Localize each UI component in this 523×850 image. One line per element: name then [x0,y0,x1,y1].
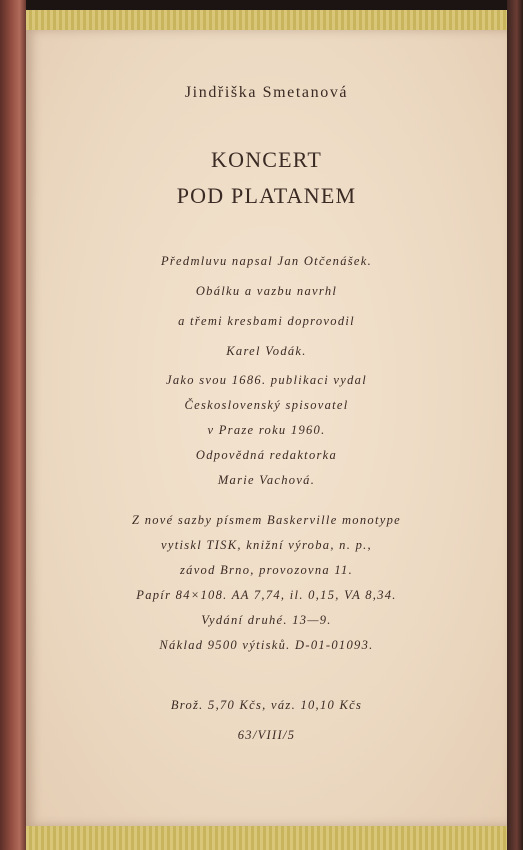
printing-line: Z nové sazby písmem Baskerville monotype [132,513,401,527]
headband-top [26,10,507,31]
headband-bottom [26,825,507,850]
credits-line: Obálku a vazbu navrhl [195,284,338,298]
printing-line: Papír 84×108. AA 7,74, il. 0,15, VA 8,34. [136,588,397,602]
publication-line: Jako svou 1686. publikaci vydal [165,373,368,387]
publication-line: v Praze roku 1960. [207,423,326,437]
author-name: Jindřiška Smetanová [184,84,349,101]
title-page [26,30,507,826]
printing-line: Náklad 9500 výtisků. D-01-01093. [159,638,374,652]
top-dark-band [26,0,507,10]
printing-line: Vydání druhé. 13—9. [201,613,332,627]
publication-line: Marie Vachová. [217,473,316,487]
title-line: KONCERT [211,147,322,172]
book-cover-right-edge [507,0,523,850]
publication-block [26,368,507,493]
credits-line: Karel Vodák. [226,344,307,358]
credits-line: a třemi kresbami doprovodil [178,314,355,328]
credits-line: Předmluvu napsal Jan Otčenášek. [160,254,373,268]
book-cover-left-edge [0,0,26,850]
credits-block [26,246,507,366]
book-title [26,142,507,214]
price-line: Brož. 5,70 Kčs, váz. 10,10 Kčs [170,698,363,712]
catalog-number: 63/VIII/5 [237,728,296,742]
printing-block [26,508,507,658]
title-line: POD PLATANEM [176,183,357,208]
publication-line: Československý spisovatel [184,398,349,412]
printing-line: závod Brno, provozovna 11. [179,563,354,577]
printing-line: vytiskl TISK, knižní výroba, n. p., [161,538,372,552]
publication-line: Odpovědná redaktorka [195,448,338,462]
price-block [26,690,507,750]
